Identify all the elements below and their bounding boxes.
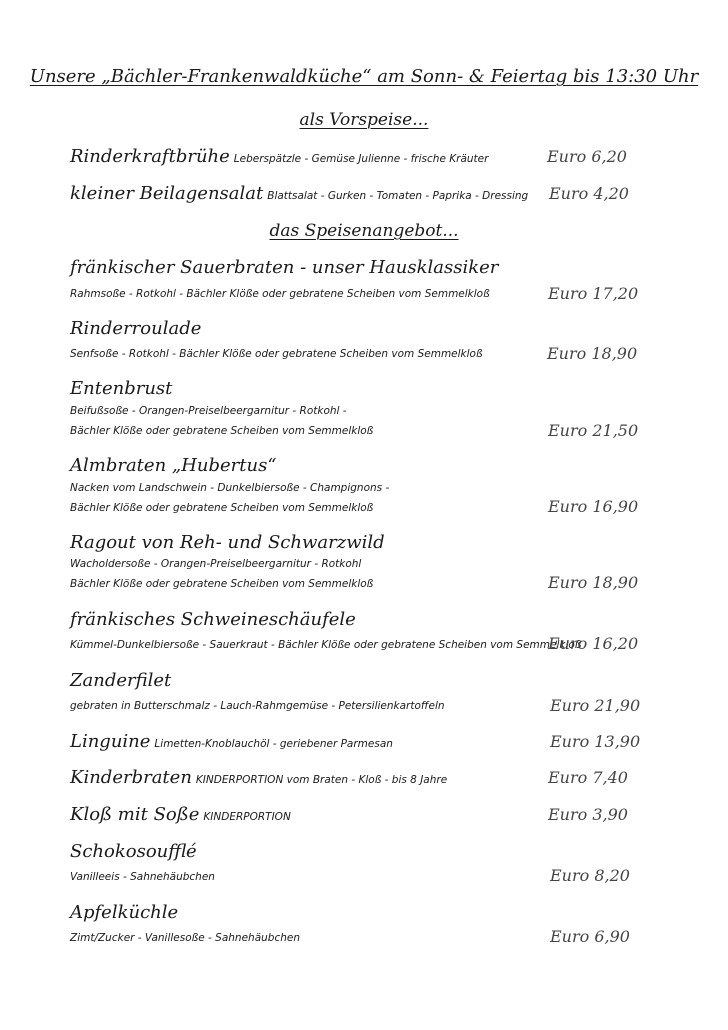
- dish-name: kleiner Beilagensalat: [70, 183, 264, 204]
- dish-price: Euro 21,90: [550, 696, 641, 715]
- dish-name: Almbraten „Hubertus“: [70, 455, 277, 476]
- dish-name: Kinderbraten: [70, 767, 192, 788]
- dish-price: Euro 6,20: [547, 147, 627, 166]
- menu-item: [70, 183, 528, 204]
- menu-item: [70, 146, 488, 167]
- dish-name: fränkischer Sauerbraten - unser Hausklassiker: [70, 257, 499, 278]
- menu-item: [70, 767, 447, 788]
- dish-name: Zanderfilet: [70, 670, 172, 691]
- dish-price: Euro 4,20: [549, 184, 629, 203]
- dish-price: Euro 16,90: [548, 497, 639, 516]
- dish-description: Blattsalat - Gurken - Tomaten - Paprika - Dressing: [267, 190, 529, 202]
- dish-name: Schokosoufflé: [70, 841, 197, 862]
- dish-description: Vanilleeis - Sahnehäubchen: [70, 871, 215, 883]
- dish-name: Entenbrust: [70, 378, 173, 399]
- dish-description: KINDERPORTION vom Braten - Kloß - bis 8 Jahre: [195, 774, 448, 786]
- dish-name: Ragout von Reh- und Schwarzwild: [70, 532, 385, 553]
- dish-price: Euro 7,40: [548, 768, 628, 787]
- dish-price: Euro 6,90: [550, 927, 630, 946]
- dish-price: Euro 3,90: [548, 805, 628, 824]
- dish-description: gebraten in Butterschmalz - Lauch-Rahmgemüse - Petersilienkartoffeln: [70, 700, 445, 712]
- dish-description: Leberspätzle - Gemüse Julienne - frische Kräuter: [233, 153, 489, 165]
- dish-description: Zimt/Zucker - Vanillesoße - Sahnehäubchen: [70, 932, 301, 944]
- dish-description: Bächler Klöße oder gebratene Scheiben vom Semmelkloß: [70, 578, 374, 590]
- dish-description: Rahmsoße - Rotkohl - Bächler Klöße oder gebratene Scheiben vom Semmelkloß: [70, 288, 490, 300]
- dish-price: Euro 18,90: [548, 573, 639, 592]
- dish-name: Rinderkraftbrühe: [70, 146, 230, 167]
- dish-description: Limetten-Knoblauchöl - geriebener Parmesan: [154, 738, 393, 750]
- dish-name: Rinderroulade: [70, 318, 202, 339]
- starter-heading: als Vorspeise...: [299, 110, 429, 130]
- dish-description: Wacholdersoße - Orangen-Preiselbeergarnitur - Rotkohl: [70, 558, 362, 570]
- dish-description: Nacken vom Landschwein - Dunkelbiersoße - Champignons -: [70, 482, 390, 494]
- dish-description: Bächler Klöße oder gebratene Scheiben vom Semmelkloß: [70, 502, 374, 514]
- dish-name: fränkisches Schweineschäufele: [70, 609, 356, 630]
- dish-price: Euro 18,90: [547, 344, 638, 363]
- dish-price: Euro 17,20: [548, 284, 639, 303]
- dish-name: Apfelküchle: [70, 902, 179, 923]
- menu-item: [70, 731, 393, 752]
- dish-name: Kloß mit Soße: [70, 804, 200, 825]
- dish-description: Kümmel-Dunkelbiersoße - Sauerkraut - Bächler Klöße oder gebratene Scheiben vom Semmelkloß: [70, 639, 582, 651]
- menu-title: Unsere „Bächler-Frankenwaldküche“ am Sonn- & Feiertag bis 13:30 Uhr: [29, 66, 699, 87]
- dish-price: Euro 13,90: [550, 732, 641, 751]
- dish-price: Euro 21,50: [548, 421, 639, 440]
- dish-description: Bächler Klöße oder gebratene Scheiben vom Semmelkloß: [70, 425, 374, 437]
- dish-description: KINDERPORTION: [203, 811, 291, 823]
- dish-price: Euro 16,20: [548, 634, 639, 653]
- menu-item: [70, 804, 291, 825]
- dish-price: Euro 8,20: [550, 866, 630, 885]
- dish-description: Beifußsoße - Orangen-Preiselbeergarnitur - Rotkohl -: [70, 405, 347, 417]
- dish-description: Senfsoße - Rotkohl - Bächler Klöße oder gebratene Scheiben vom Semmelkloß: [70, 348, 483, 360]
- dish-name: Linguine: [70, 731, 151, 752]
- main-heading: das Speisenangebot...: [269, 221, 459, 241]
